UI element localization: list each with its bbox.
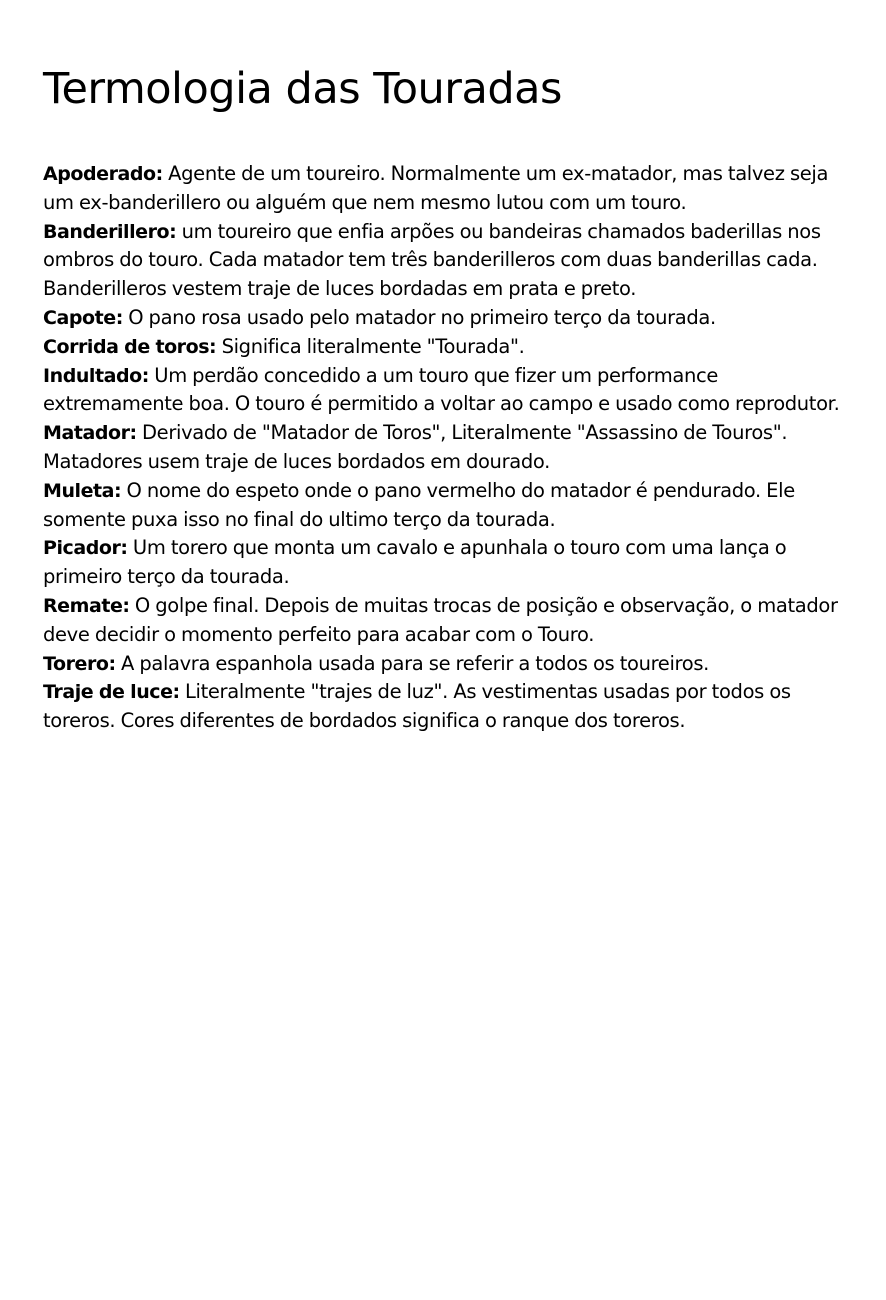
- glossary-definition: O nome do espeto onde o pano vermelho do matador é pendurado. Ele somente puxa isso no final do ultimo terço da tourada.: [43, 478, 795, 531]
- glossary-entry-torero: [43, 650, 858, 679]
- glossary-entry-apoderado: [43, 160, 858, 218]
- glossary-list: [43, 160, 858, 736]
- glossary-entry-picador: [43, 534, 858, 592]
- glossary-definition: Agente de um toureiro. Normalmente um ex-matador, mas talvez seja um ex-banderillero ou alguém que nem mesmo lutou com um touro.: [43, 162, 829, 214]
- glossary-term: Capote:: [43, 306, 123, 329]
- glossary-definition: Um perdão concedido a um touro que fizer um performance extremamente boa. O touro é permitido a voltar ao campo e usado como reprodutor.: [43, 363, 840, 416]
- glossary-definition: O pano rosa usado pelo matador no primeiro terço da tourada.: [128, 305, 716, 329]
- glossary-definition: um toureiro que enfia arpões ou bandeiras chamados baderillas nos ombros do touro. Cada matador tem três banderilleros com duas banderillas cada. Banderilleros vestem traje de luces bordadas em prata e preto.: [43, 219, 821, 301]
- glossary-term: Picador:: [43, 537, 128, 560]
- glossary-entry-indultado: [43, 362, 858, 420]
- glossary-term: Corrida de toros:: [43, 335, 217, 358]
- glossary-term: Remate:: [43, 594, 130, 617]
- glossary-term: Matador:: [43, 422, 137, 445]
- document-body: [43, 58, 858, 736]
- glossary-term: Traje de luce:: [43, 681, 180, 704]
- glossary-definition: Significa literalmente "Tourada".: [221, 334, 525, 358]
- glossary-definition: Literalmente "trajes de luz". As vestimentas usadas por todos os toreros. Cores diferentes de bordados significa o ranque dos toreros.: [43, 680, 791, 733]
- glossary-definition: O golpe final. Depois de muitas trocas de posição e observação, o matador deve decidir o momento perfeito para acabar com o Touro.: [43, 593, 838, 646]
- glossary-term: Muleta:: [43, 479, 122, 502]
- glossary-term: Torero:: [43, 652, 116, 675]
- glossary-entry-matador: [43, 419, 858, 477]
- glossary-entry-muleta: [43, 477, 858, 535]
- glossary-definition: Um torero que monta um cavalo e apunhala o touro com uma lança o primeiro terço da tourada.: [43, 536, 787, 589]
- glossary-definition: A palavra espanhola usada para se referir a todos os toureiros.: [120, 651, 710, 675]
- glossary-definition: Derivado de "Matador de Toros", Literalmente "Assassino de Touros". Matadores usem traje de luces bordados em dourado.: [43, 421, 788, 473]
- glossary-entry-corrida-de-toros: [43, 333, 858, 362]
- glossary-term: Banderillero:: [43, 220, 177, 243]
- page-title: Termologia das Touradas: [43, 64, 562, 114]
- glossary-term: Apoderado:: [43, 163, 163, 185]
- glossary-entry-remate: [43, 592, 858, 650]
- glossary-entry-banderillero: [43, 218, 858, 304]
- glossary-entry-traje-de-luce: [43, 678, 858, 736]
- glossary-term: Indultado:: [43, 364, 149, 387]
- glossary-entry-capote: [43, 304, 858, 333]
